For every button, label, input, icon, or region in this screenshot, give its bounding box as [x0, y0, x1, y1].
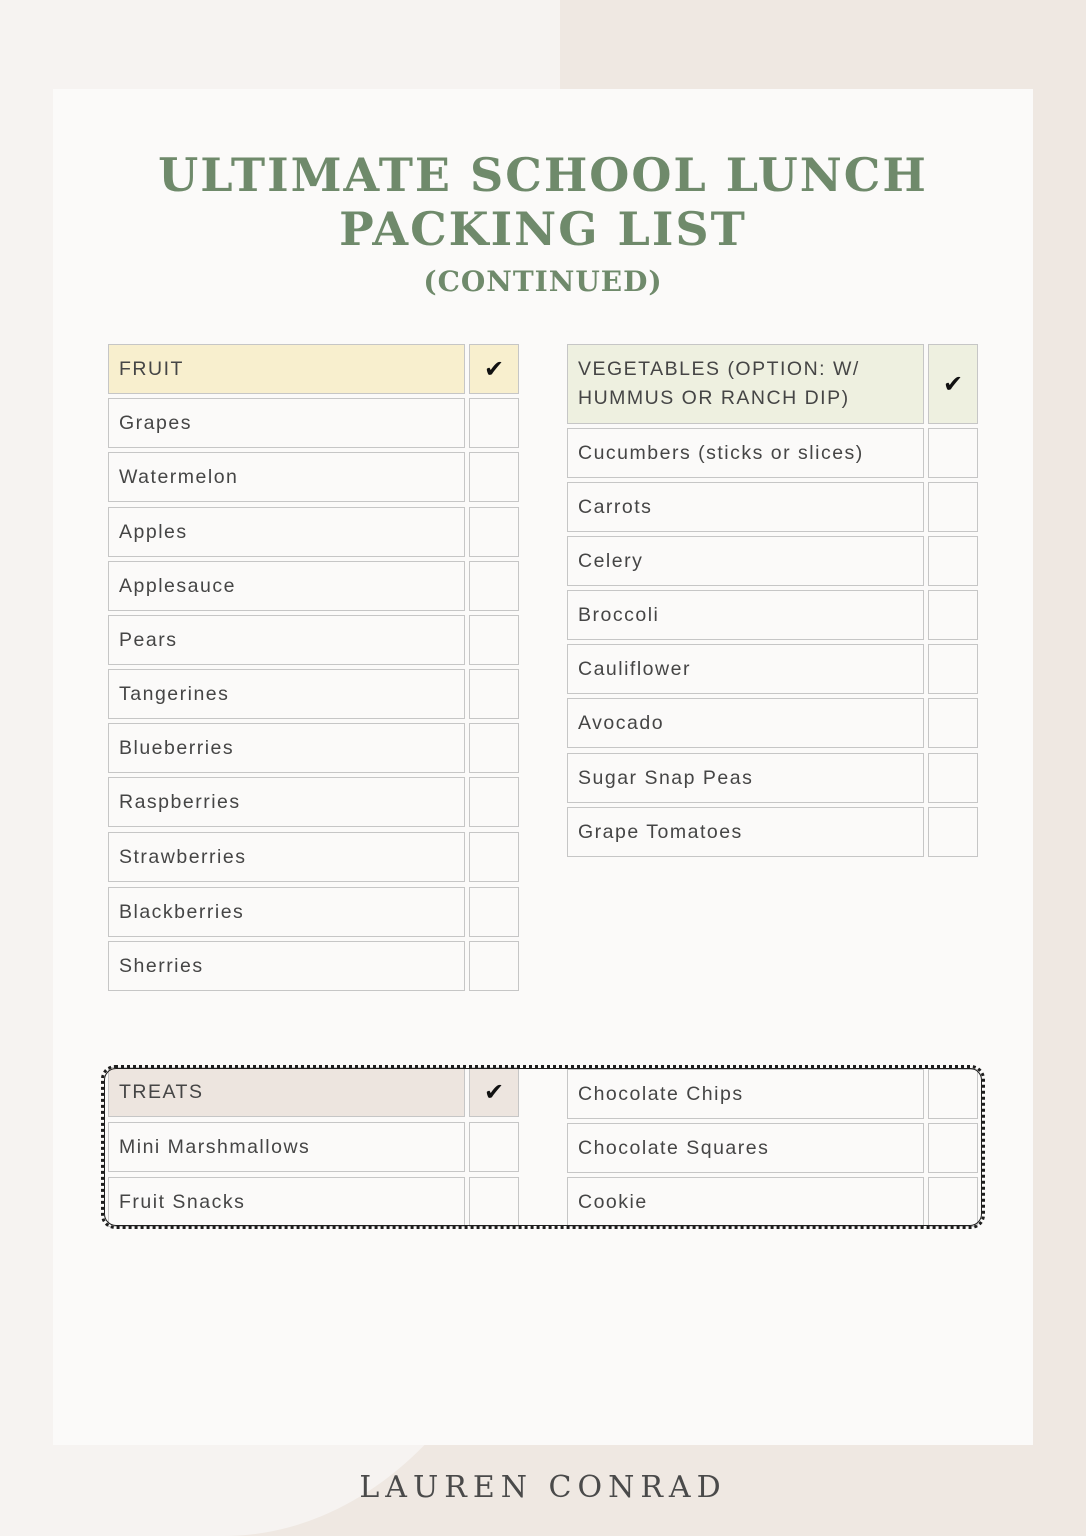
fruit-item-checkbox[interactable]: [469, 615, 519, 665]
treat-item-label: Fruit Snacks: [108, 1177, 465, 1227]
fruit-item-label: Blackberries: [108, 887, 465, 937]
page-title-line-2: PACKING LIST: [339, 202, 747, 256]
page-title-line-1: ULTIMATE SCHOOL LUNCH: [158, 148, 928, 202]
fruit-item-checkbox[interactable]: [469, 669, 519, 719]
fruit-item-label: Sherries: [108, 941, 465, 991]
vegetable-item-checkbox[interactable]: [928, 428, 978, 478]
page-subtitle: (CONTINUED): [423, 265, 663, 298]
fruit-item-label: Applesauce: [108, 561, 465, 611]
vegetables-header-line-2: HUMMUS OR RANCH DIP): [578, 387, 850, 409]
treat-item-label: Mini Marshmallows: [108, 1122, 465, 1172]
fruit-header-check-icon: ✔: [469, 344, 519, 394]
treat-item-checkbox[interactable]: [928, 1177, 978, 1227]
vegetable-item-checkbox[interactable]: [928, 753, 978, 803]
fruit-item-label: Raspberries: [108, 777, 465, 827]
vegetable-item-label: Cucumbers (sticks or slices): [567, 428, 924, 478]
vegetable-item-checkbox[interactable]: [928, 698, 978, 748]
fruit-item-label: Pears: [108, 615, 465, 665]
fruit-item-label: Blueberries: [108, 723, 465, 773]
vegetable-item-label: Celery: [567, 536, 924, 586]
fruit-header: FRUIT: [108, 344, 465, 394]
vegetables-header: [567, 344, 924, 424]
fruit-item-checkbox[interactable]: [469, 398, 519, 448]
fruit-item-checkbox[interactable]: [469, 507, 519, 557]
brand-logo: LAUREN CONRAD: [359, 1470, 727, 1505]
vegetable-item-label: Avocado: [567, 698, 924, 748]
treat-item-label: Chocolate Chips: [567, 1069, 924, 1119]
fruit-item-checkbox[interactable]: [469, 561, 519, 611]
treat-item-checkbox[interactable]: [469, 1177, 519, 1227]
vegetable-item-checkbox[interactable]: [928, 590, 978, 640]
fruit-item-label: Grapes: [108, 398, 465, 448]
vegetable-item-checkbox[interactable]: [928, 482, 978, 532]
fruit-item-checkbox[interactable]: [469, 452, 519, 502]
fruit-item-checkbox[interactable]: [469, 887, 519, 937]
vegetables-header-line-1: VEGETABLES (OPTION: W/: [578, 358, 860, 380]
vegetables-header-check-icon: ✔: [928, 344, 978, 424]
vegetable-item-checkbox[interactable]: [928, 536, 978, 586]
vegetable-item-label: Cauliflower: [567, 644, 924, 694]
fruit-item-checkbox[interactable]: [469, 941, 519, 991]
treat-item-label: Cookie: [567, 1177, 924, 1227]
fruit-item-checkbox[interactable]: [469, 777, 519, 827]
treat-item-checkbox[interactable]: [928, 1123, 978, 1173]
treats-header: TREATS: [108, 1067, 465, 1117]
fruit-item-label: Tangerines: [108, 669, 465, 719]
treat-item-label: Chocolate Squares: [567, 1123, 924, 1173]
vegetable-item-checkbox[interactable]: [928, 644, 978, 694]
vegetable-item-label: Sugar Snap Peas: [567, 753, 924, 803]
fruit-item-label: Strawberries: [108, 832, 465, 882]
treat-item-checkbox[interactable]: [928, 1069, 978, 1119]
vegetable-item-label: Broccoli: [567, 590, 924, 640]
vegetable-item-label: Carrots: [567, 482, 924, 532]
treats-header-check-icon: ✔: [469, 1067, 519, 1117]
treat-item-checkbox[interactable]: [469, 1122, 519, 1172]
vegetable-item-checkbox[interactable]: [928, 807, 978, 857]
fruit-item-label: Apples: [108, 507, 465, 557]
fruit-item-label: Watermelon: [108, 452, 465, 502]
vegetable-item-label: Grape Tomatoes: [567, 807, 924, 857]
fruit-item-checkbox[interactable]: [469, 832, 519, 882]
fruit-item-checkbox[interactable]: [469, 723, 519, 773]
